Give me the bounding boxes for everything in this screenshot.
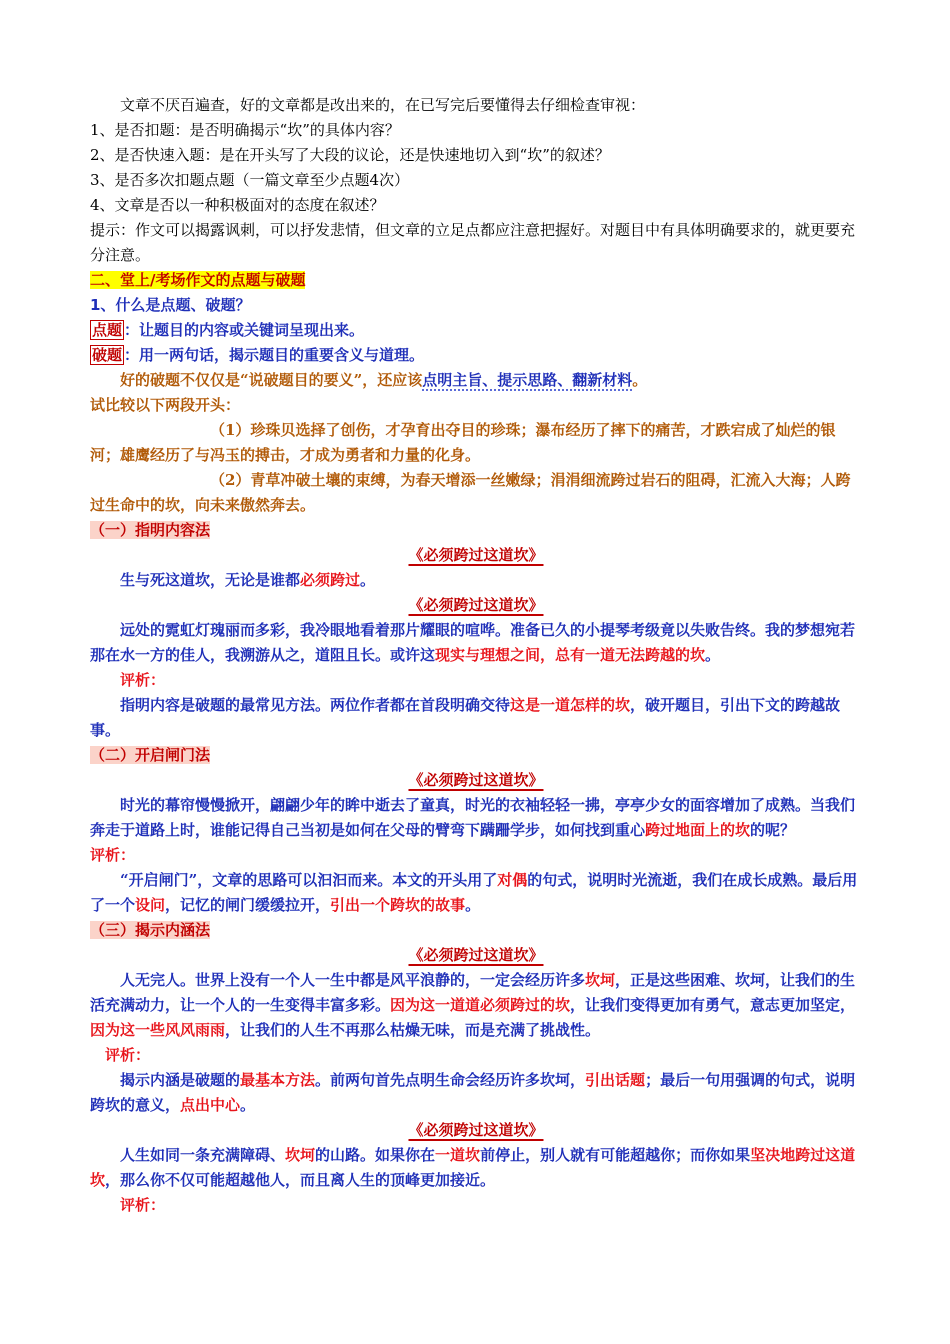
good-poti-a: 好的破题不仅仅是“说破题目的要义”，还应该 — [120, 371, 423, 389]
text-run: 人无完人。世界上没有一个人一生中都是风平浪静的，一定会经历许多 — [120, 971, 586, 989]
text-run: 。 — [360, 571, 376, 589]
method-3-comment — [90, 1068, 862, 1118]
good-poti-b: 点明主旨、提示思路、翻新材料 — [422, 371, 633, 389]
check-item-1: 1、是否扣题：是否明确揭示“坎”的具体内容？ — [90, 121, 400, 139]
method-3-para-2 — [90, 1143, 862, 1193]
method-3-title-text: 《必须跨过这道坎》 — [408, 946, 544, 964]
text-run: 生与死这道坎，无论是谁都 — [120, 571, 301, 589]
example-1: （1）珍珠贝选择了创伤，才孕育出夺目的珍珠；瀑布经历了摔下的痛苦，才跌宕成了灿烂的银河；雄鹰经历了与冯玉的搏击，才成为勇者和力量的化身。 — [90, 421, 836, 464]
dianti-definition — [90, 318, 862, 343]
compare-line: 试比较以下两段开头： — [90, 396, 241, 414]
example-2: （2）青草冲破土壤的束缚，为春天增添一丝嫩绿；涓涓细流跨过岩石的阻碍，汇流入大海；人跨过生命中的坎，向未来傲然奔去。 — [90, 471, 851, 514]
text-run: ，正是这些困难、坎坷，让我们的生活充满动力，让一个人的一生变得丰富多彩。 — [90, 971, 856, 1014]
poti-text: ：用一两句话，揭示题目的重要含义与道理。 — [124, 346, 425, 364]
method-3-title-2 — [90, 1118, 862, 1143]
method-3-title-2-text: 《必须跨过这道坎》 — [408, 1121, 544, 1139]
text-run: 。 — [240, 1096, 256, 1114]
check-item-2: 2、是否快速入题：是在开头写了大段的议论，还是快速地切入到“坎”的叙述？ — [90, 146, 610, 164]
text-run: 。 — [705, 646, 721, 664]
text-run-highlight: 引出一个跨坎的故事 — [330, 896, 466, 914]
text-run: 的山路。如果你在 — [315, 1146, 436, 1164]
text-run: 揭示内涵是破题的 — [120, 1071, 241, 1089]
text-run-highlight: 对偶 — [497, 871, 528, 889]
method-1-title — [90, 543, 862, 568]
method-3-para — [90, 968, 862, 1043]
text-run-highlight: 因为这一些风风雨雨 — [90, 1021, 226, 1039]
text-run-highlight: 设问 — [135, 896, 166, 914]
subheading-what-is: 1、什么是点题、破题？ — [90, 296, 251, 314]
poti-definition — [90, 343, 862, 368]
method-3-comment-label: 评析： — [105, 1046, 151, 1064]
text-run: “开启闸门”，文章的思路可以汩汩而来。本文的开头用了 — [120, 871, 498, 889]
text-run: 前停止，别人就有可能超越你；而你如果 — [480, 1146, 751, 1164]
text-run: 的句式，说明时光流逝，我们在成长成熟。最后用了一个 — [90, 871, 858, 914]
method-1-title-2-text: 《必须跨过这道坎》 — [408, 596, 544, 614]
method-2-title-text: 《必须跨过这道坎》 — [408, 771, 544, 789]
text-run-highlight: 现实与理想之间，总有一道无法跨越的坎 — [435, 646, 706, 664]
method-2-title — [90, 768, 862, 793]
method-1-heading-text: （一）指明内容法 — [90, 521, 211, 539]
good-poti-paragraph — [90, 368, 862, 393]
text-run: 。前两句首先点明生命会经历许多坎坷， — [315, 1071, 586, 1089]
check-item-3: 3、是否多次扣题点题（一篇文章至少点题4次） — [90, 171, 410, 189]
text-run: 人生如同一条充满障碍、 — [120, 1146, 286, 1164]
text-run: ，破开题目，引出下文的跨越故事。 — [90, 696, 841, 739]
method-3-title — [90, 943, 862, 968]
text-run-highlight: 一道坎 — [435, 1146, 481, 1164]
text-run: ；最后一句用强调的句式，说明跨坎的意义， — [90, 1071, 856, 1114]
text-run: ，让我们变得更加有勇气，意志更加坚定， — [570, 996, 856, 1014]
text-run: ，那么你不仅可能超越他人，而且离人生的顶峰更加接近。 — [105, 1171, 496, 1189]
text-run: 的呢？ — [750, 821, 796, 839]
intro-line: 文章不厌百遍查，好的文章都是改出来的，在已写完后要懂得去仔细检查审视： — [120, 96, 646, 114]
method-1-comment — [90, 693, 862, 743]
method-2-heading-text: （二）开启闸门法 — [90, 746, 211, 764]
text-run-highlight: 跨过地面上的坎 — [645, 821, 751, 839]
good-poti-c: 。 — [632, 371, 648, 389]
text-run-highlight: 最基本方法 — [240, 1071, 316, 1089]
text-run-highlight: 坎坷 — [585, 971, 616, 989]
method-1-heading — [90, 518, 862, 543]
text-run-highlight: 引出话题 — [585, 1071, 646, 1089]
text-run: 指明内容是破题的最常见方法。两位作者都在首段明确交待 — [120, 696, 511, 714]
text-run: 。 — [465, 896, 481, 914]
tip-paragraph: 提示：作文可以揭露讽刺，可以抒发悲情，但文章的立足点都应注意把握好。对题目中有具体明确要求的，就更要充分注意。 — [90, 221, 856, 264]
method-1-title-2 — [90, 593, 862, 618]
method-1-title-text: 《必须跨过这道坎》 — [408, 546, 544, 564]
text-run-highlight: 这是一道怎样的坎 — [510, 696, 631, 714]
method-2-heading — [90, 743, 862, 768]
text-run-highlight: 点出中心 — [180, 1096, 241, 1114]
method-3-heading-text: （三）揭示内涵法 — [90, 921, 211, 939]
method-1-comment-label: 评析： — [120, 671, 166, 689]
poti-label: 破题 — [92, 346, 123, 364]
text-run-highlight: 因为这一道道必须跨过的坎 — [390, 996, 571, 1014]
text-run: 远处的霓虹灯瑰丽而多彩，我冷眼地看着那片耀眼的喧哗。准备已久的小提琴考级竟以失败告终。我的梦想宛若那在水一方的佳人，我溯游从之，道阻且长。或许这 — [90, 621, 856, 664]
method-2-comment — [90, 868, 862, 918]
check-item-4: 4、文章是否以一种积极面对的态度在叙述？ — [90, 196, 385, 214]
text-run-highlight: 坎坷 — [285, 1146, 316, 1164]
method-3-comment-label-2: 评析： — [120, 1196, 166, 1214]
method-3-heading — [90, 918, 862, 943]
dianti-label: 点题 — [92, 321, 123, 339]
section-heading — [90, 268, 862, 293]
dianti-text: ：让题目的内容或关键词呈现出来。 — [124, 321, 365, 339]
method-2-para — [90, 793, 862, 843]
text-run-highlight: 必须跨过 — [300, 571, 361, 589]
section-heading-text: 二、堂上/考场作文的点题与破题 — [90, 271, 306, 289]
text-run-highlight: 坚决地跨过这道坎 — [90, 1146, 856, 1189]
document-page — [90, 93, 862, 1218]
method-2-comment-label: 评析： — [90, 846, 136, 864]
text-run: ，记忆的闸门缓缓拉开， — [165, 896, 331, 914]
method-1-para-1 — [90, 568, 862, 593]
method-1-para-2 — [90, 618, 862, 668]
text-run: ，让我们的人生不再那么枯燥无味，而是充满了挑战性。 — [225, 1021, 601, 1039]
text-run: 时光的幕帘慢慢掀开，翩翩少年的眸中逝去了童真，时光的衣袖轻轻一拂，亭亭少女的面容增加了成熟。当我们奔走于道路上时，谁能记得自己当初是如何在父母的臂弯下蹒跚学步，如何找到重心 — [90, 796, 856, 839]
